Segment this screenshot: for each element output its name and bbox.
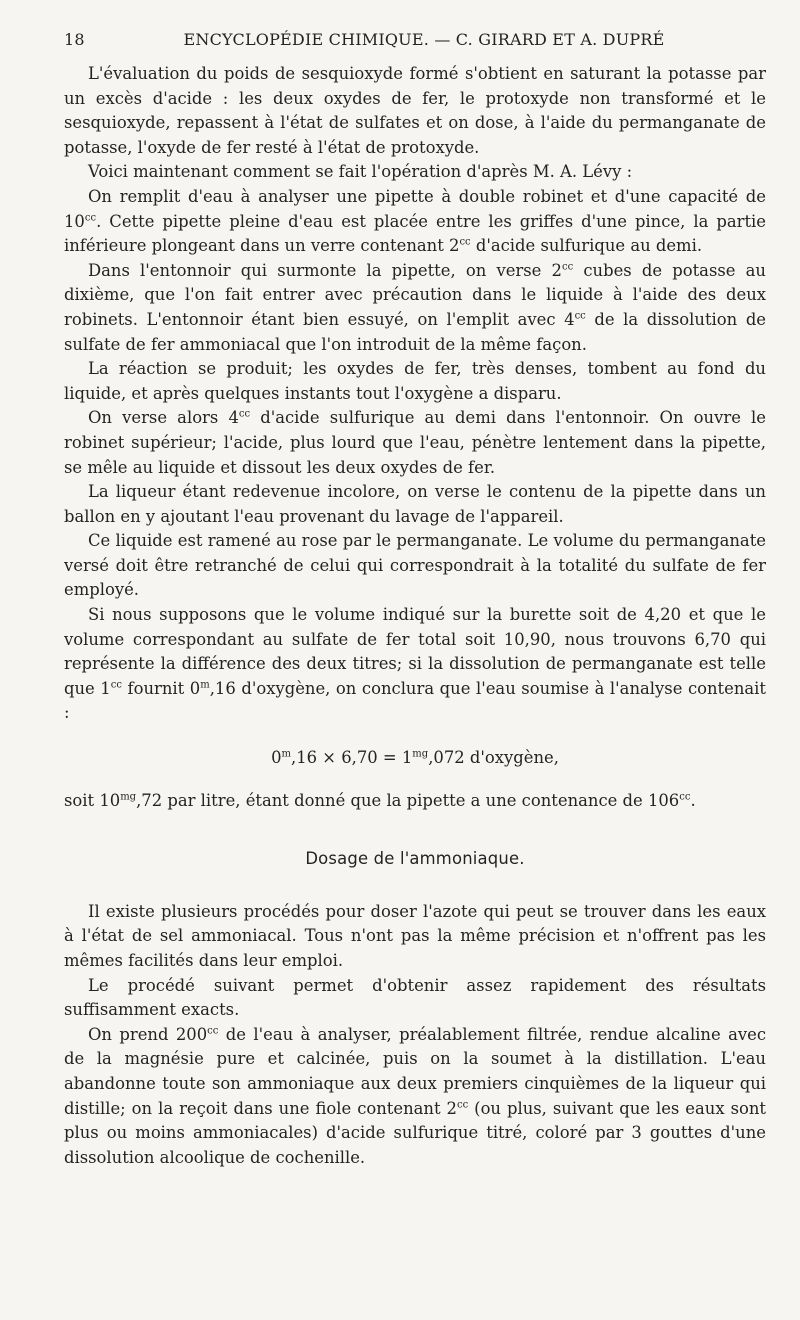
unit-superscript: mg	[120, 791, 137, 803]
unit-superscript: cc	[238, 408, 251, 420]
unit-superscript: cc	[561, 261, 574, 273]
paragraph: Voici maintenant comment se fait l'opération d'après M. A. Lévy :	[88, 162, 633, 182]
paragraph: Dans l'entonnoir qui surmonte la pipette, on verse $2^{cc}$ cubes de potasse au dixième, que l'on fait entrer avec précaution dans le liquide à l'aide des deux robinets. L'entonnoir étant bien essuyé, on l'emplit avec $4^{cc}$ de la dissolution de sulfate de fer ammoniacal que l'on introduit de la même façon.	[64, 260, 767, 354]
unit-superscript: cc	[459, 236, 471, 248]
unit-superscript: m	[200, 679, 210, 691]
paragraph: On prend $200^{cc}$ de l'eau à analyser, préalablement filtrée, rendue alcaline avec de la magnésie pure et calcinée, puis on la soumet à la distillation. L'eau abandonne toute son ammoniaque aux deux premiers cinquièmes de la liqueur qui distille; on la reçoit dans une fiole contenant $2^{cc}$ (ou plus, suivant que les eaux sont plus ou moins ammoniacales) d'acide sulfurique titré, coloré par 3 gouttes d'une dissolution alcoolique de cochenille.	[64, 1024, 766, 1167]
paragraph: La liqueur étant redevenue incolore, on verse le contenu de la pipette dans un ballon en y ajoutant l'eau provenant du lavage de l'appareil.	[64, 482, 766, 526]
running-title: ENCYCLOPÉDIE CHIMIQUE. — C. GIRARD ET A. DUPRÉ	[183, 30, 665, 49]
paragraph: Ce liquide est ramené au rose par le permanganate. Le volume du permanganate versé doit être retranché de celui qui correspondrait à la totalité du sulfate de fer employé.	[64, 531, 766, 600]
unit-superscript: cc	[574, 310, 586, 322]
page-body	[64, 62, 766, 1170]
unit-superscript: cc	[110, 679, 122, 691]
paragraph: Si nous supposons que le volume indiqué sur la burette soit de 4,20 et que le volume correspondant au sulfate de fer total soit 10,90, nous trouvons 6,70 qui représente la différence des deux titres; si la dissolution de permanganate est telle que $1^{cc}$ fournit 0$^m$,16 d'oxygène, on conclura que l'eau soumise à l'analyse contenait :	[64, 605, 767, 723]
unit-superscript: cc	[207, 1025, 219, 1037]
section-title: Dosage de l'ammoniaque.	[305, 849, 525, 869]
page-number: 18	[64, 30, 85, 49]
unit-superscript: cc	[456, 1099, 469, 1111]
unit-superscript: cc	[84, 212, 97, 224]
equation-result-line: soit $10^{mg},72$ par litre, étant donné que la pipette a une contenance de $106^{cc}$.	[64, 790, 696, 810]
paragraphs	[64, 62, 766, 726]
paragraph: On remplit d'eau à analyser une pipette à double robinet et d'une capacité de $10^{cc}$. Cette pipette pleine d'eau est placée entre les griffes d'une pince, la partie inférieure plongeant dans un verre contenant $2^{cc}$ d'acide sulfurique au demi.	[64, 186, 766, 256]
unit-superscript: mg	[412, 748, 429, 760]
section-paragraphs	[64, 900, 766, 1171]
equation: $0^m,16 \times 6,70 = 1^{mg},072$ d'oxygène,	[271, 748, 559, 768]
paragraph: Le procédé suivant permet d'obtenir assez rapidement des résultats suffisamment exacts.	[64, 975, 766, 1020]
paragraph: Il existe plusieurs procédés pour doser l'azote qui peut se trouver dans les eaux à l'état de sel ammoniacal. Tous n'ont pas la même précision et n'offrent pas les mêmes facilités dans leur emploi.	[64, 901, 766, 970]
unit-superscript: m	[281, 748, 291, 760]
paragraph: La réaction se produit; les oxydes de fer, très denses, tombent au fond du liquide, et après quelques instants tout l'oxygène a disparu.	[64, 359, 766, 403]
paragraph: L'évaluation du poids de sesquioxyde formé s'obtient en saturant la potasse par un excès d'acide : les deux oxydes de fer, le protoxyde non transformé et le sesquioxyde, repassent à l'état de sulfates et on dose, à l'aide du permanganate de potasse, l'oxyde de fer resté à l'état de protoxyde.	[64, 64, 766, 157]
paragraph: On verse alors $4^{cc}$ d'acide sulfurique au demi dans l'entonnoir. On ouvre le robinet supérieur; l'acide, plus lourd que l'eau, pénètre lentement dans la pipette, se mêle au liquide et dissout les deux oxydes de fer.	[64, 408, 766, 477]
unit-superscript: cc	[679, 791, 691, 803]
